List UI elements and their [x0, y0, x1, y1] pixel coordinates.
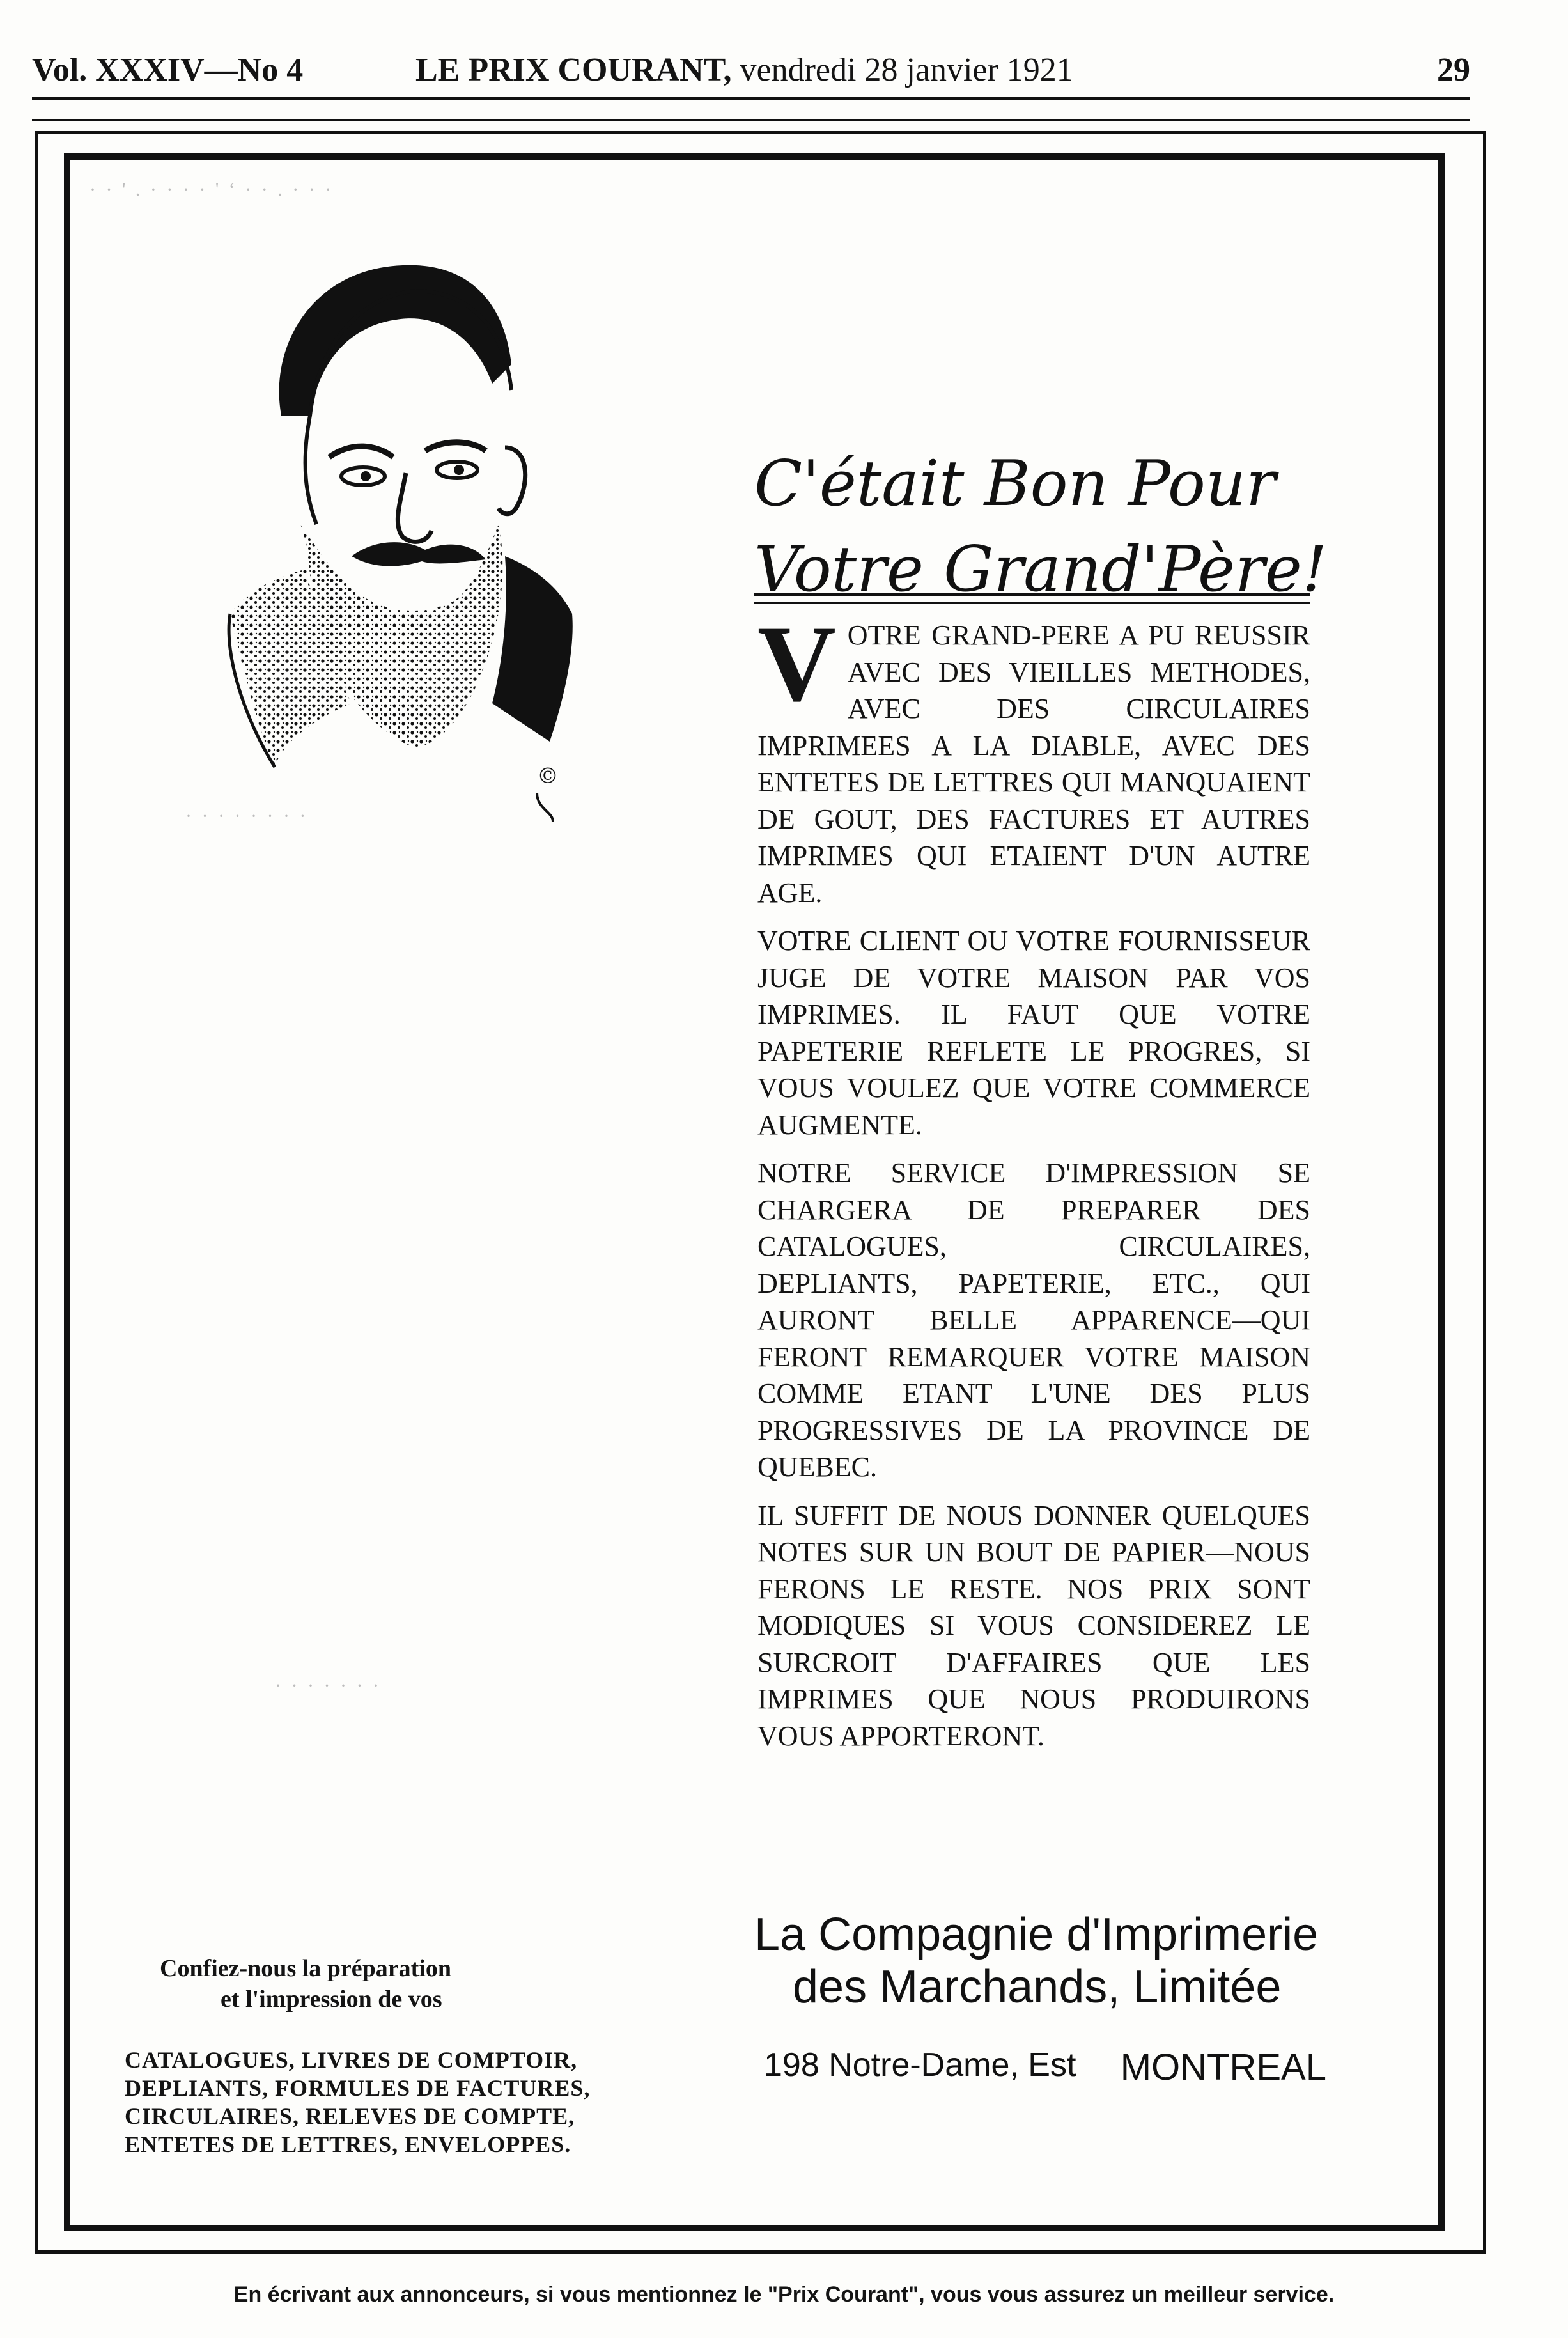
show-through-noise: · · · · · · · — [275, 1675, 382, 1696]
service-line: CIRCULAIRES, RELEVES DE COMPTE, — [125, 2103, 575, 2129]
paragraph-1 — [757, 604, 1310, 911]
ad-body-copy — [757, 604, 1310, 1766]
confiez-line-2: et l'impression de vos — [221, 1986, 442, 2013]
headline-line-2: Votre Grand'Père! — [754, 533, 1328, 606]
service-line: DEPLIANTS, FORMULES DE FACTURES, — [125, 2075, 591, 2101]
page-header — [32, 51, 1470, 102]
header-rule — [32, 97, 1470, 100]
paragraph-4: IL SUFFIT DE NOUS DONNER QUELQUES NOTES SUR UN BOUT DE PAPIER—NOUS FERONS LE RESTE. NOS PRIX SONT MODIQUES SI VOUS CONSIDEREZ LE SURCROIT D'AFFAIRES QUE LES IMPRIMES QUE NOUS PRODUIRONS VOUS APPORTERONT. — [757, 1499, 1310, 1752]
company-line-2: des Marchands, Limitée — [793, 1961, 1282, 2013]
grandfather-portrait-illustration — [205, 256, 601, 831]
page-footer: En écrivant aux annonceurs, si vous mentionnez le "Prix Courant", vous vous assurez un meilleur service. — [233, 2282, 1335, 2307]
publication-title: LE PRIX COURANT, — [415, 52, 732, 88]
street-address: 198 Notre-Dame, Est — [764, 2046, 1076, 2084]
issue-date: vendredi 28 janvier 1921 — [740, 52, 1073, 88]
publication-line — [415, 51, 1073, 89]
headline-line-1: C'était Bon Pour — [754, 448, 1276, 520]
paragraph-2: VOTRE CLIENT OU VOTRE FOURNISSEUR JUGE DE VOTRE MAISON PAR VOS IMPRIMES. IL FAUT QUE VOTRE PAPETERIE REFLETE LE PROGRES, SI VOUS VOULEZ QUE VOTRE COMMERCE AUGMENTE. — [757, 925, 1310, 1141]
page-number: 29 — [1437, 52, 1470, 88]
header-rule-thin — [32, 119, 1470, 121]
copyright-mark: © — [537, 763, 559, 789]
show-through-noise: · · · · · · · · — [185, 806, 309, 827]
drop-cap: V — [757, 604, 836, 724]
company-name — [754, 1908, 1330, 2013]
paragraph-3: NOTRE SERVICE D'IMPRESSION SE CHARGERA DE PREPARER DES CATALOGUES, CIRCULAIRES, DEPLIANTS, PAPETERIE, ETC., QUI AURONT BELLE APPARENCE—QUI FERONT REMARQUER VOTRE MAISON COMME ETANT L'UNE DES PLUS PROGRESSIVES DE LA PROVINCE DE QUEBEC. — [757, 1157, 1310, 1483]
service-line: ENTETES DE LETTRES, ENVELOPPES. — [125, 2131, 571, 2157]
services-list — [125, 2046, 623, 2158]
confiez-note — [115, 1953, 601, 2015]
show-through-noise: · · ' . · · · · ' ‘ · · . · · · — [89, 179, 334, 200]
city: MONTREAL — [1120, 2046, 1326, 2088]
ad-headline — [754, 441, 1328, 612]
volume-number: Vol. XXXIV—No 4 — [32, 52, 304, 88]
company-line-1: La Compagnie d'Imprimerie — [754, 1909, 1319, 1960]
service-line: CATALOGUES, LIVRES DE COMPTOIR, — [125, 2047, 578, 2073]
paragraph-1-text: OTRE GRAND-PERE A PU REUSSIR AVEC DES VIEILLES METHODES, AVEC DES CIRCULAIRES IMPRIMEES A LA DIABLE, AVEC DES ENTETES DE LETTRES QUI MANQUAIENT DE GOUT, DES FACTURES ET AUTRES IMPRIMES QUI ETAIENT D'UN AUTRE AGE. — [757, 620, 1310, 908]
headline-rule — [754, 593, 1310, 604]
confiez-line-1: Confiez-nous la préparation — [160, 1955, 451, 1982]
